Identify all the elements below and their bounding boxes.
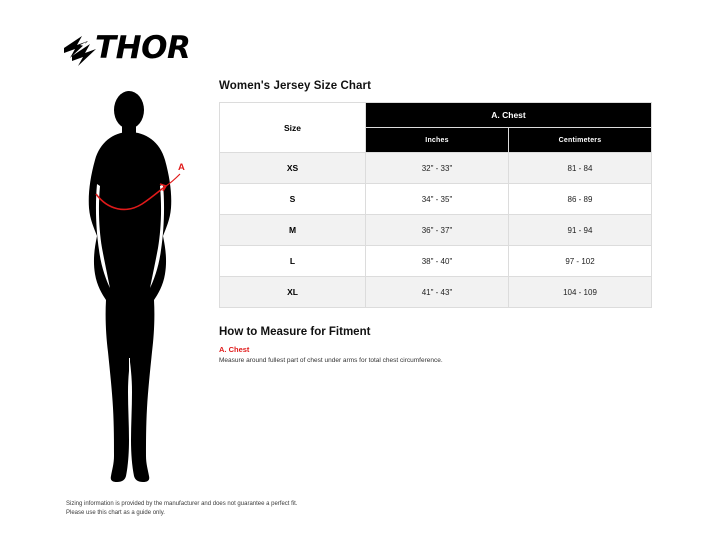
table-row <box>220 215 652 246</box>
thor-lightning-logo-icon <box>62 34 96 73</box>
table-row <box>220 184 652 215</box>
cell-centimeters: 97 - 102 <box>509 246 652 277</box>
cell-size: XS <box>220 153 366 184</box>
size-chart-table <box>219 102 652 308</box>
cell-inches: 36" - 37" <box>366 215 509 246</box>
brand-logo <box>62 32 252 72</box>
cell-inches: 32" - 33" <box>366 153 509 184</box>
cell-size: XL <box>220 277 366 308</box>
measure-item-label: A. Chest <box>219 345 250 354</box>
cell-size: M <box>220 215 366 246</box>
cell-size: L <box>220 246 366 277</box>
how-to-measure-title: How to Measure for Fitment <box>219 326 371 338</box>
measure-item-description: Measure around fullest part of chest under arms for total chest circumference. <box>219 357 443 364</box>
page-title: Women's Jersey Size Chart <box>219 80 372 92</box>
chest-measure-label: A <box>178 162 185 173</box>
cell-centimeters: 104 - 109 <box>509 277 652 308</box>
column-header-size: Size <box>220 103 366 153</box>
cell-centimeters: 81 - 84 <box>509 153 652 184</box>
table-row <box>220 277 652 308</box>
female-body-silhouette <box>56 90 206 490</box>
cell-centimeters: 91 - 94 <box>509 215 652 246</box>
cell-inches: 34" - 35" <box>366 184 509 215</box>
table-header-row-1 <box>220 103 652 128</box>
measure-item <box>219 345 659 365</box>
brand-wordmark: THOR <box>95 30 191 66</box>
column-group-header-chest: A. Chest <box>366 103 652 128</box>
column-header-inches: Inches <box>366 128 509 153</box>
footer-line-2: Please use this chart as a guide only. <box>66 510 165 516</box>
footer-line-1: Sizing information is provided by the manufacturer and does not guarantee a perfect fit. <box>66 501 298 507</box>
cell-inches: 41" - 43" <box>366 277 509 308</box>
cell-size: S <box>220 184 366 215</box>
column-header-centimeters: Centimeters <box>509 128 652 153</box>
cell-inches: 38" - 40" <box>366 246 509 277</box>
table-row <box>220 246 652 277</box>
table-row <box>220 153 652 184</box>
footer-disclaimer <box>66 500 486 518</box>
content-column <box>219 80 659 367</box>
cell-centimeters: 86 - 89 <box>509 184 652 215</box>
